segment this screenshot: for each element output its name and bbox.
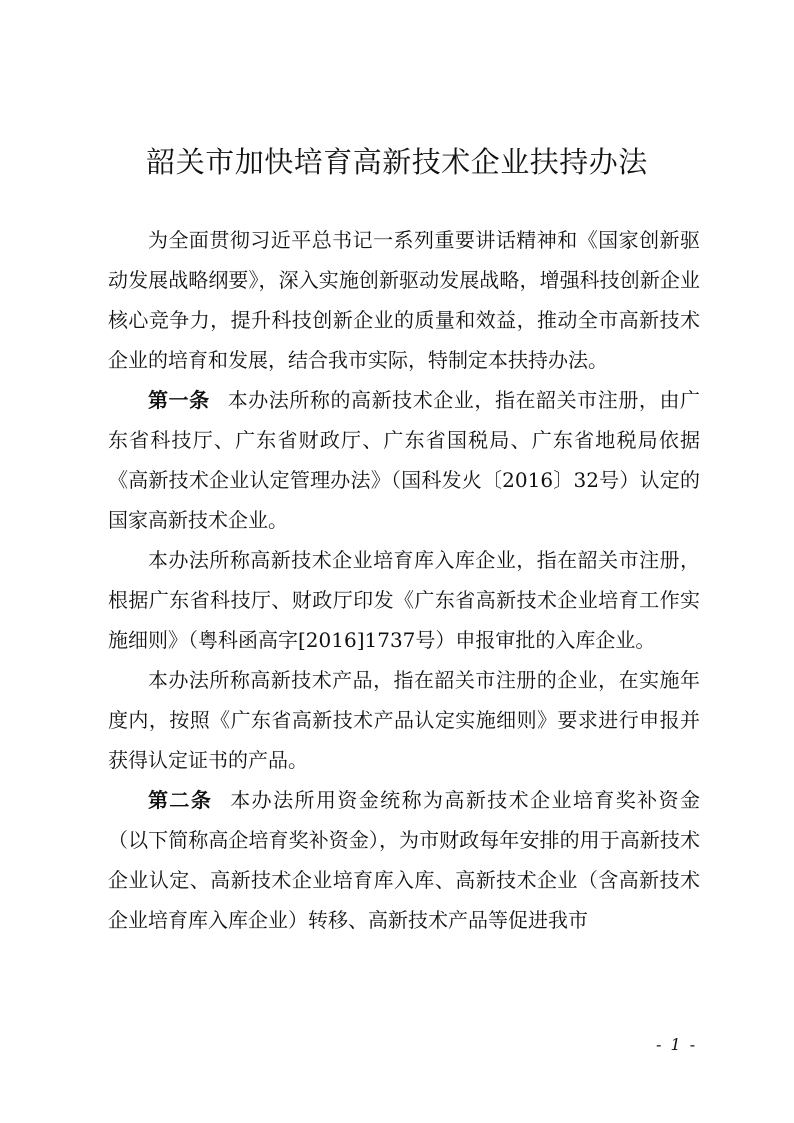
article-2-paragraph — [108, 780, 700, 940]
product-definition-paragraph: 本办法所称高新技术产品，指在韶关市注册的企业，在实施年度内，按照《广东省高新技术产品认定实施细则》要求进行申报并获得认定证书的产品。 — [108, 668, 700, 772]
article-1-label: 第一条 — [148, 388, 210, 412]
incubation-definition-paragraph: 本办法所称高新技术企业培育库入库企业，指在韶关市注册，根据广东省科技厅、财政厅印发《广东省高新技术企业培育工作实施细则》（粤科函高字[2016]1737号）申报审批的入库企业。 — [108, 548, 700, 652]
document-title: 韶关市加快培育高新技术企业扶持办法 — [146, 145, 648, 179]
article-2-text: 本办法所用资金统称为高新技术企业培育奖补资金（以下简称高企培育奖补资金），为市财政每年安排的用于高新技术企业认定、高新技术企业培育库入库、高新技术企业（含高新技术企业培育库入库企业）转移、高新技术产品等促进我市 — [108, 788, 700, 932]
document-body — [108, 220, 700, 940]
article-1-paragraph — [108, 380, 700, 540]
article-1-text: 本办法所称的高新技术企业，指在韶关市注册，由广东省科技厅、广东省财政厅、广东省国税局、广东省地税局依据《高新技术企业认定管理办法》（国科发火〔2016〕32号）认定的国家高新技术企业。 — [108, 388, 701, 532]
intro-paragraph: 为全面贯彻习近平总书记一系列重要讲话精神和《国家创新驱动发展战略纲要》，深入实施创新驱动发展战略，增强科技创新企业核心竞争力，提升科技创新企业的质量和效益，推动全市高新技术企业的培育和发展，结合我市实际，特制定本扶持办法。 — [108, 228, 700, 372]
page-number: - 1 - — [656, 1035, 698, 1054]
article-2-label: 第二条 — [148, 788, 213, 812]
